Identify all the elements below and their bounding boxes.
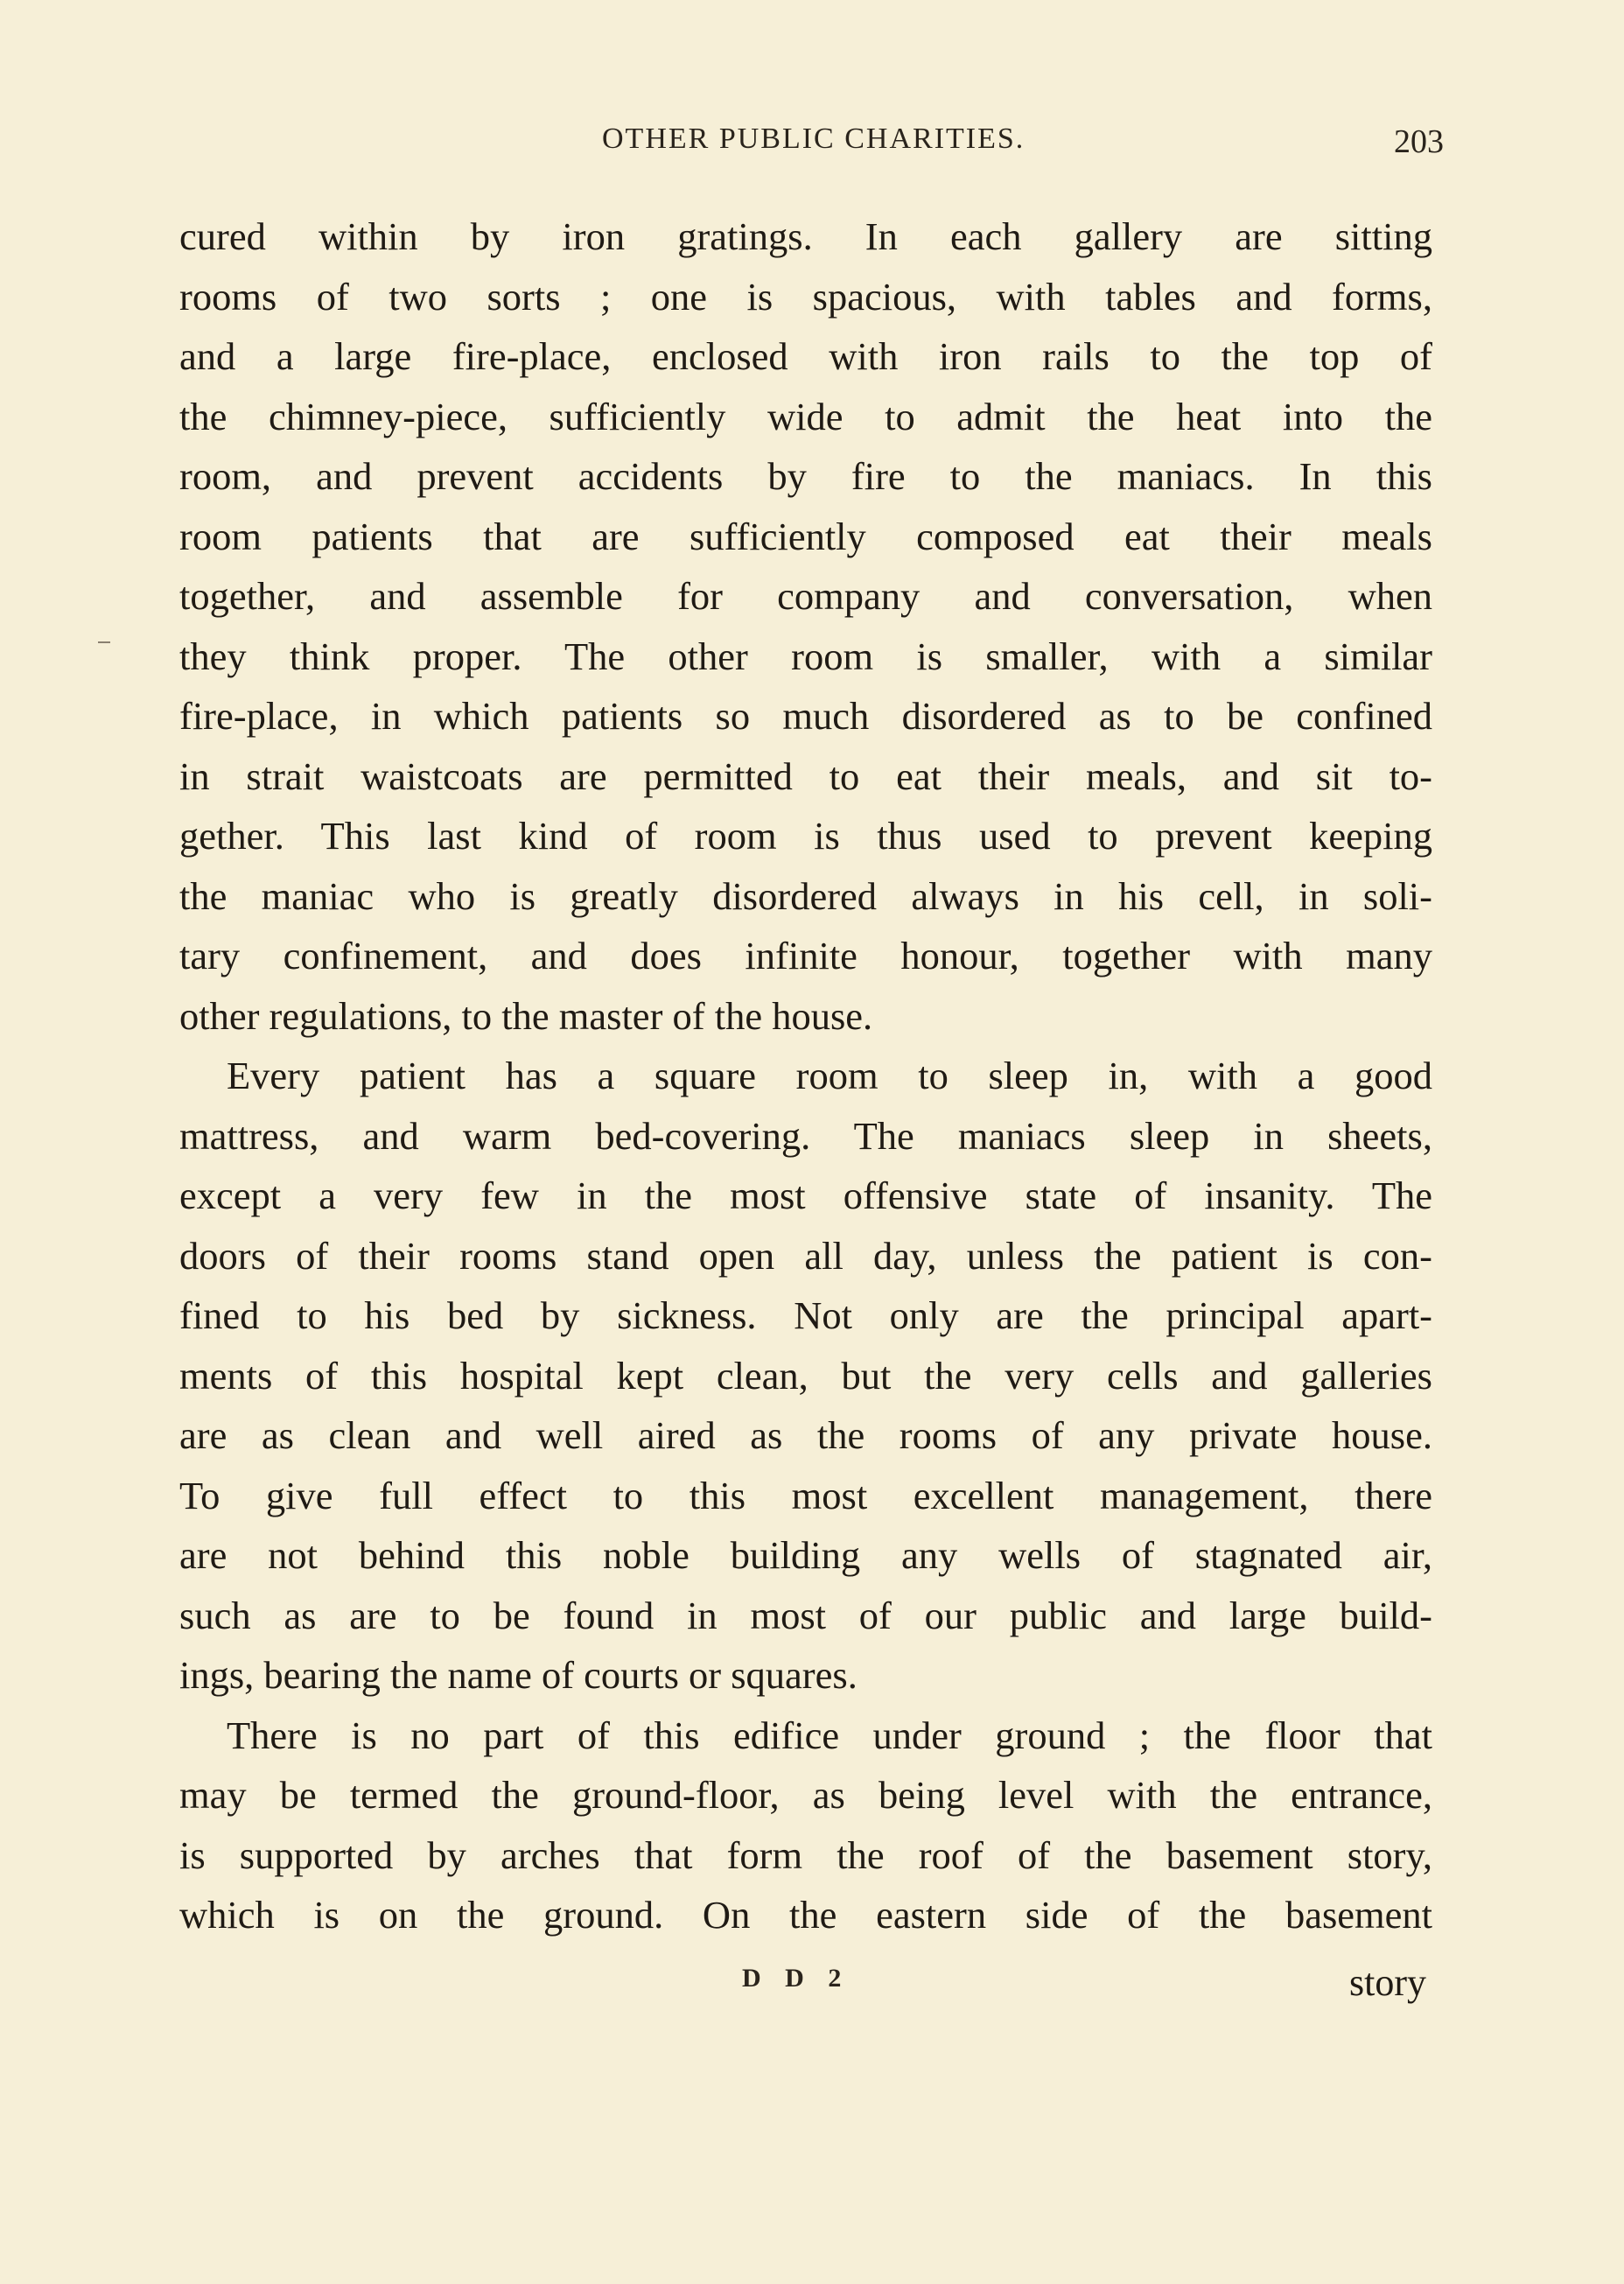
- running-title: OTHER PUBLIC CHARITIES.: [602, 123, 1026, 155]
- text-line: rooms of two sorts ; one is spacious, with tables and forms,: [179, 274, 1432, 319]
- text-line: they think proper. The other room is smaller, with a similar: [179, 634, 1432, 678]
- text-line: may be termed the ground-floor, as being level with the entrance,: [179, 1773, 1432, 1817]
- page-number: 203: [1394, 123, 1444, 160]
- text-line: in strait waistcoats are permitted to eat their meals, and sit to-: [179, 753, 1432, 798]
- running-head: [175, 123, 1444, 166]
- text-line: room, and prevent accidents by fire to the maniacs. In this: [179, 454, 1432, 498]
- text-line: which is on the ground. On the eastern side of the basement: [179, 1893, 1432, 1937]
- body-text: [179, 207, 1432, 1945]
- margin-mark: [98, 641, 110, 643]
- catchword: story: [1349, 1961, 1426, 2004]
- text-line: To give full effect to this most excellent management, there: [179, 1473, 1432, 1517]
- text-line: fire-place, in which patients so much disordered as to be confined: [179, 694, 1432, 738]
- text-line: are as clean and well aired as the rooms of any private house.: [179, 1413, 1432, 1457]
- text-line: doors of their rooms stand open all day, unless the patient is con-: [179, 1233, 1432, 1278]
- paragraph-start-line: There is no part of this edifice under ground ; the floor that: [227, 1713, 1432, 1757]
- text-line: such as are to be found in most of our public and large build-: [179, 1593, 1432, 1637]
- text-line: are not behind this noble building any wells of stagnated air,: [179, 1533, 1432, 1577]
- text-line: the chimney-piece, sufficiently wide to admit the heat into the: [179, 394, 1432, 438]
- paragraph-start-line: Every patient has a square room to sleep in, with a good: [227, 1054, 1432, 1097]
- text-line: mattress, and warm bed-covering. The maniacs sleep in sheets,: [179, 1113, 1432, 1158]
- text-line: room patients that are sufficiently composed eat their meals: [179, 514, 1432, 558]
- text-line: gether. This last kind of room is thus used to prevent keeping: [179, 814, 1432, 858]
- text-line: is supported by arches that form the roof of the basement story,: [179, 1832, 1432, 1877]
- text-line: the maniac who is greatly disordered always in his cell, in soli-: [179, 873, 1432, 918]
- signature-mark: D D 2: [742, 1964, 850, 1993]
- page-footer: [175, 1960, 1426, 2013]
- text-line: cured within by iron gratings. In each gallery are sitting: [179, 214, 1432, 258]
- text-line: fined to his bed by sickness. Not only are the principal apart-: [179, 1293, 1432, 1337]
- paragraph-end-line: ings, bearing the name of courts or squares.: [179, 1653, 858, 1697]
- text-line: together, and assemble for company and conversation, when: [179, 574, 1432, 618]
- paragraph-end-line: other regulations, to the master of the house.: [179, 993, 873, 1038]
- text-line: tary confinement, and does infinite honour, together with many: [179, 934, 1432, 977]
- text-line: except a very few in the most offensive state of insanity. The: [179, 1174, 1432, 1217]
- text-line: and a large fire-place, enclosed with iron rails to the top of: [179, 334, 1432, 378]
- text-line: ments of this hospital kept clean, but the very cells and galleries: [179, 1353, 1432, 1398]
